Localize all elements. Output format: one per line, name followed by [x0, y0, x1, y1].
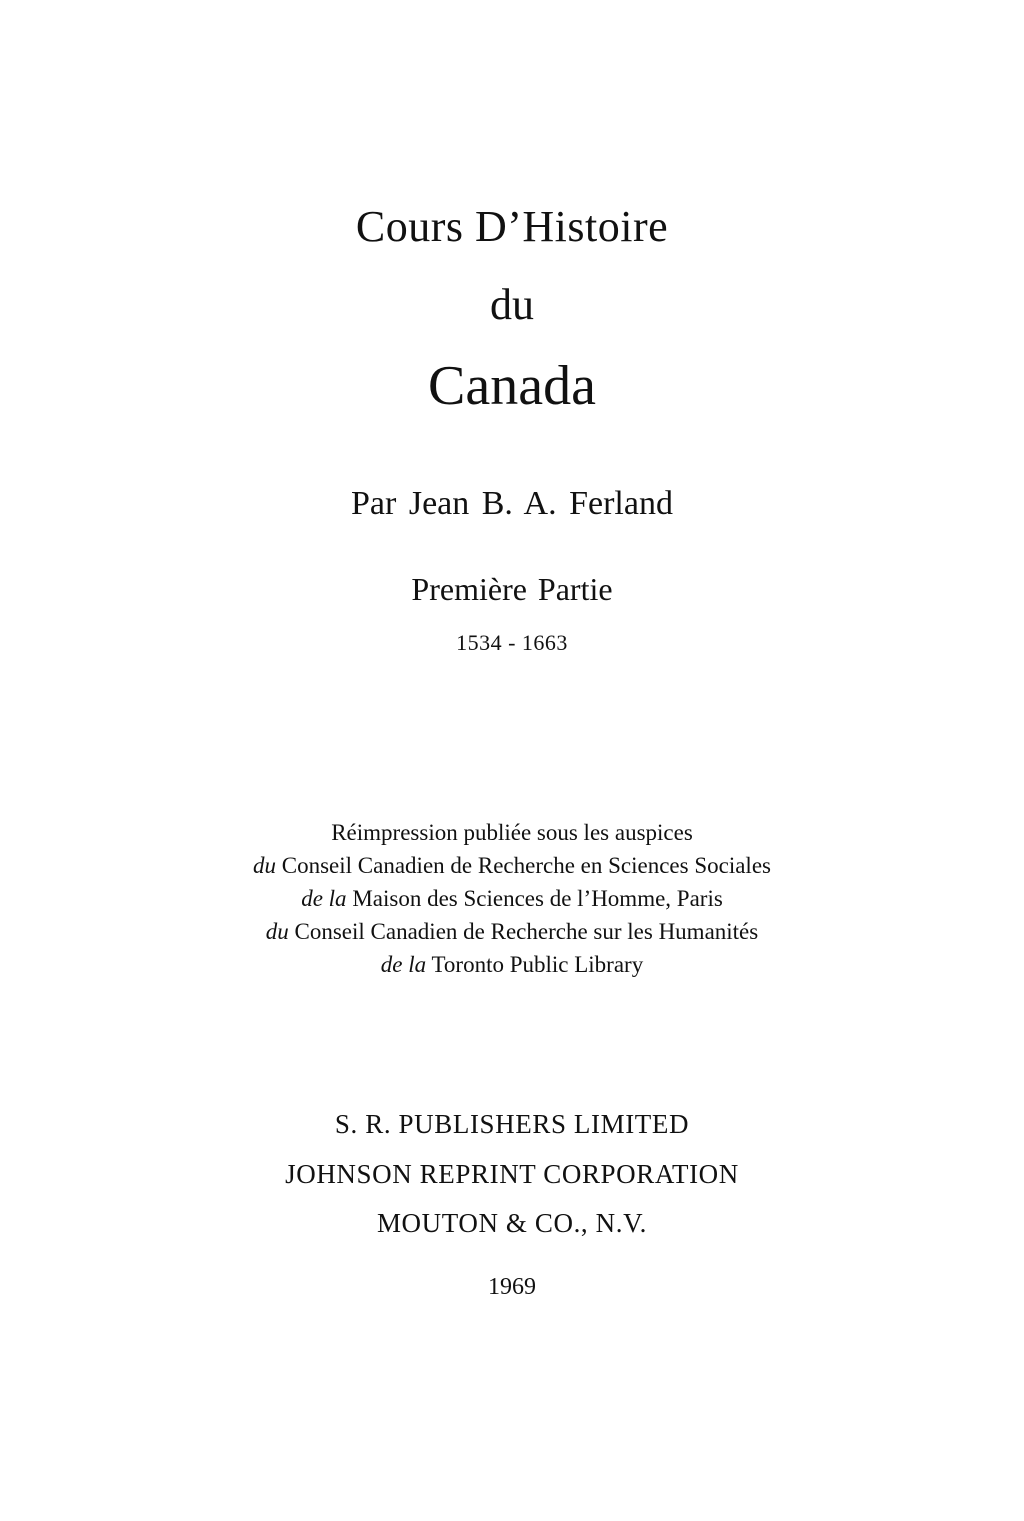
book-title-line1: Cours D’Histoire: [355, 202, 669, 251]
sponsor-line: [0, 887, 1024, 910]
book-title-line3: Canada: [428, 355, 596, 417]
sponsor-prefix: de la: [301, 886, 347, 911]
sponsor-prefix: du: [253, 853, 277, 878]
part-label: Première Partie: [411, 571, 613, 607]
sponsor-line: [0, 854, 1024, 877]
sponsor-name: Maison des Sciences de l’Homme, Paris: [352, 886, 723, 911]
sponsor-prefix: du: [265, 919, 289, 944]
author-line: Par Jean B. A. Ferland: [351, 485, 673, 522]
sponsor-prefix: de la: [380, 952, 427, 977]
sponsor-name: Conseil Canadien de Recherche sur les Humanités: [294, 919, 759, 944]
sponsor-name: Toronto Public Library: [431, 952, 644, 977]
sponsorship-heading: Réimpression publiée sous les auspices: [331, 820, 693, 845]
publisher-name: S. R. PUBLISHERS LIMITED: [334, 1109, 690, 1139]
sponsor-name: Conseil Canadien de Recherche en Sciences Sociales: [281, 853, 771, 878]
publisher-name: MOUTON & CO., N.V.: [376, 1208, 648, 1238]
publication-year: 1969: [488, 1274, 536, 1300]
book-title-line2: du: [490, 280, 534, 329]
sponsor-line: [0, 920, 1024, 943]
year-range: 1534 - 1663: [456, 630, 568, 655]
sponsor-line: [0, 953, 1024, 976]
publisher-name: JOHNSON REPRINT CORPORATION: [285, 1159, 739, 1189]
